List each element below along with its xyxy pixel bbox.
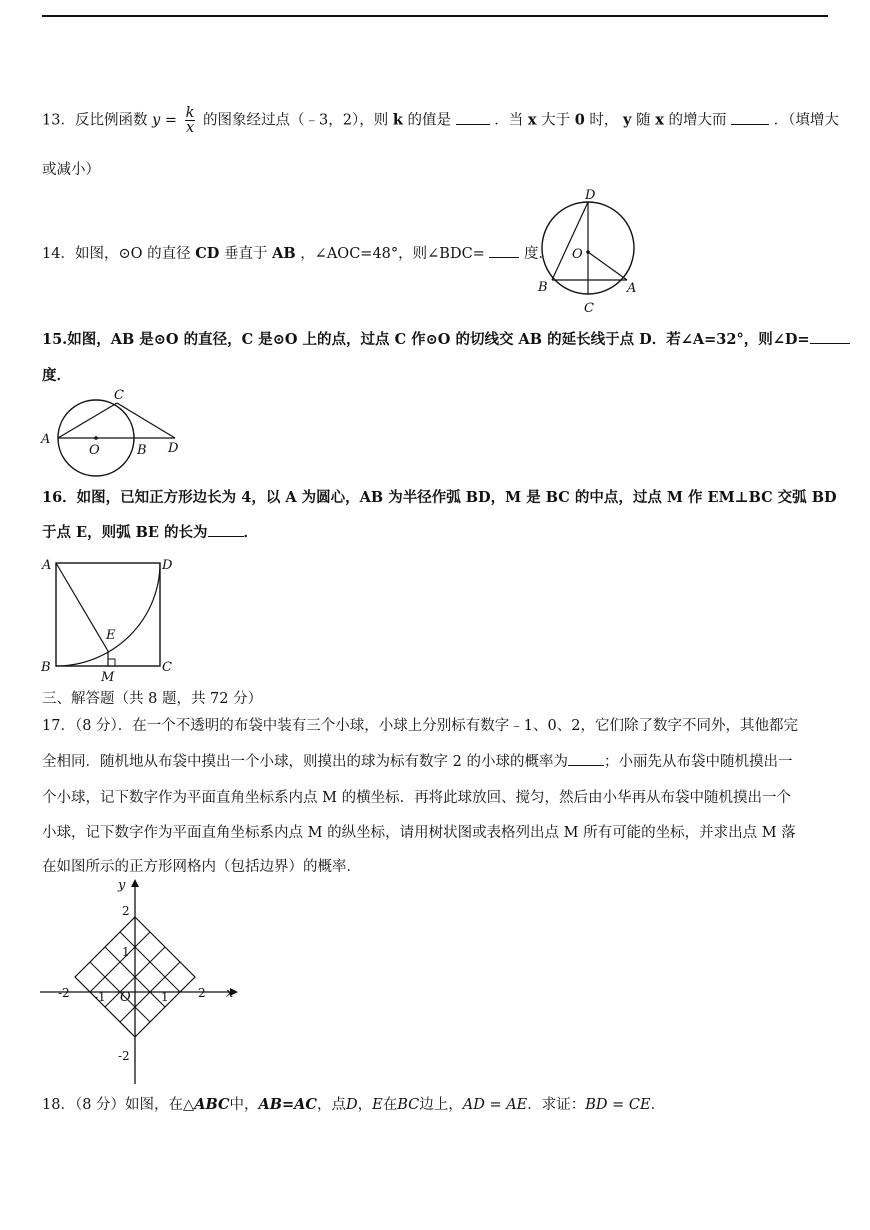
q13-formula-eq: = — [164, 112, 178, 129]
q13-blank-2[interactable] — [731, 124, 769, 125]
q13-var: x — [655, 111, 664, 129]
q17-tick-x-1: 1 — [161, 990, 169, 1004]
q14-label-o: O — [572, 247, 583, 262]
q13-blank-1[interactable] — [456, 124, 490, 125]
q14-circle-figure — [530, 185, 650, 320]
q14-text: 度． — [524, 246, 554, 262]
question-17-line2 — [42, 752, 792, 772]
q13-text: 13．反比例函数 — [42, 112, 148, 129]
q13-var: 0 — [574, 111, 585, 129]
q16-segment-ae — [56, 563, 108, 651]
q18-var: D — [345, 1097, 358, 1113]
q16-label-d: D — [162, 558, 173, 573]
q18-condition: AD = AE — [462, 1097, 528, 1113]
q14-label-a: A — [627, 281, 637, 296]
q13-fraction-numerator: k — [185, 105, 195, 121]
q17-coordinate-grid — [40, 877, 240, 1087]
section-heading: 三、解答题（共 8 题，共 72 分） — [42, 691, 263, 707]
q15-tangent-cd — [117, 403, 175, 438]
question-13-line1 — [42, 106, 839, 135]
q16-blank[interactable] — [208, 536, 244, 537]
q14-label-b: B — [538, 280, 548, 295]
q17-text: ；小丽先从布袋中随机摸出一 — [603, 754, 793, 770]
q18-var: E — [372, 1097, 383, 1113]
q13-text: 时， — [589, 112, 619, 129]
q13-var: x — [527, 111, 537, 129]
q14-segment-oa — [588, 252, 627, 280]
question-16-line1: 16．如图，已知正方形边长为 4，以 A 为圆心，AB 为半径作弧 BD，M 是 BC 的中点，过点 M 作 EM⊥BC 交弧 BD — [42, 489, 837, 506]
q18-text: 在 — [382, 1097, 398, 1113]
q16-text: 于点 E，则弧 BE 的长为 — [42, 524, 208, 541]
q18-text: ．求证： — [527, 1097, 586, 1113]
q13-text: 大于 — [541, 112, 571, 129]
q13-text: ．当 — [494, 112, 524, 129]
q18-text: ． — [650, 1097, 666, 1113]
q16-right-angle-mark — [108, 659, 115, 666]
q17-tick-y-1: 1 — [122, 945, 130, 959]
question-14-line — [42, 244, 553, 264]
q16-square-figure — [38, 553, 188, 685]
q18-var: AB=AC — [258, 1096, 317, 1113]
q18-text: 18．（8 分）如图，在△ — [42, 1097, 195, 1113]
q15-label-c: C — [114, 388, 124, 403]
q13-formula-y: y — [152, 112, 161, 129]
q17-y-axis-arrow — [131, 879, 139, 887]
question-17-line5: 在如图所示的正方形网格内（包括边界）的概率． — [42, 859, 361, 875]
question-16-line2 — [42, 523, 258, 543]
q18-text: 边上， — [419, 1097, 463, 1113]
question-13-line2: 或减小） — [42, 162, 100, 178]
q18-var: ABC — [194, 1096, 230, 1113]
question-17-line1: 17．（8 分）．在一个不透明的布袋中装有三个小球，小球上分别标有数字﹣1、0、2，它们除了数字不同外，其他都完 — [42, 718, 798, 734]
q17-tick-x-minus-1: -1 — [94, 990, 106, 1004]
q13-fraction — [185, 106, 196, 135]
q17-label-x: x — [226, 986, 234, 1001]
q13-text: 的图象经过点（﹣3，2），则 — [203, 112, 389, 129]
q13-text: 的增大而 — [668, 112, 727, 129]
q13-var: y — [623, 111, 632, 129]
q14-label-d: D — [585, 188, 596, 203]
q15-center-point — [94, 436, 98, 440]
q15-blank[interactable] — [810, 343, 850, 344]
q14-text: 垂直于 — [223, 246, 268, 262]
q17-blank[interactable] — [568, 765, 604, 766]
q17-label-y: y — [118, 878, 126, 893]
q13-text: ．（填增大 — [773, 112, 839, 129]
q17-tick-x-2: 2 — [198, 986, 206, 1000]
q14-text: ，∠AOC=48°，则∠BDC= — [300, 246, 485, 262]
q15-label-d: D — [168, 441, 179, 456]
q15-text: 15.如图，AB 是⊙O 的直径，C 是⊙O 上的点，过点 C 作⊙O 的切线交 AB 的延长线于点 D．若∠A=32°，则∠D= — [42, 331, 810, 348]
q14-label-c: C — [584, 301, 594, 316]
q18-var: BC — [397, 1097, 420, 1113]
q14-var: AB — [272, 245, 296, 262]
question-15-line1 — [42, 330, 850, 350]
q13-text: 随 — [636, 112, 651, 129]
question-17-line4: 小球，记下数字作为平面直角坐标系内点 M 的纵坐标，请用树状图或表格列出点 M 所有可能的坐标，并求出点 M 落 — [42, 825, 796, 841]
q16-label-b: B — [41, 660, 51, 675]
q17-tick-x-minus-2: -2 — [58, 986, 70, 1000]
top-rule — [42, 15, 828, 17]
q16-label-a: A — [42, 558, 52, 573]
q16-label-e: E — [106, 628, 116, 643]
q13-fraction-denominator: x — [185, 120, 195, 136]
q16-label-m: M — [101, 670, 115, 685]
q15-segment-ac — [58, 403, 117, 438]
question-18-line — [42, 1095, 665, 1115]
q18-goal: BD = CE — [585, 1097, 651, 1113]
q17-tick-y-minus-2: -2 — [118, 1049, 130, 1063]
question-17-line3: 个小球，记下数字作为平面直角坐标系内点 M 的横坐标．再将此球放回、搅匀，然后由小华再从布袋中随机摸出一个 — [42, 790, 792, 806]
q16-label-c: C — [162, 660, 172, 675]
q14-blank[interactable] — [489, 257, 519, 258]
q14-center-point — [586, 250, 590, 254]
q15-label-o: O — [89, 443, 100, 458]
q18-text: ， — [357, 1097, 373, 1113]
q15-tangent-figure — [38, 385, 188, 485]
q17-label-origin: O — [120, 990, 131, 1005]
q17-text: 全相同．随机地从布袋中摸出一个小球，则摸出的球为标有数字 2 的小球的概率为 — [42, 754, 568, 770]
q18-text: ，点 — [316, 1097, 346, 1113]
q13-text: 的值是 — [407, 112, 452, 129]
q14-var: CD — [195, 245, 220, 262]
question-15-line2: 度． — [42, 367, 71, 384]
q14-text: 14．如图，⊙O 的直径 — [42, 246, 191, 262]
q18-text: 中， — [229, 1097, 259, 1113]
q15-label-b: B — [137, 443, 147, 458]
q15-label-a: A — [41, 432, 51, 447]
q16-text: ． — [243, 524, 259, 541]
q13-var: k — [392, 111, 403, 129]
q17-tick-y-2: 2 — [122, 904, 130, 918]
